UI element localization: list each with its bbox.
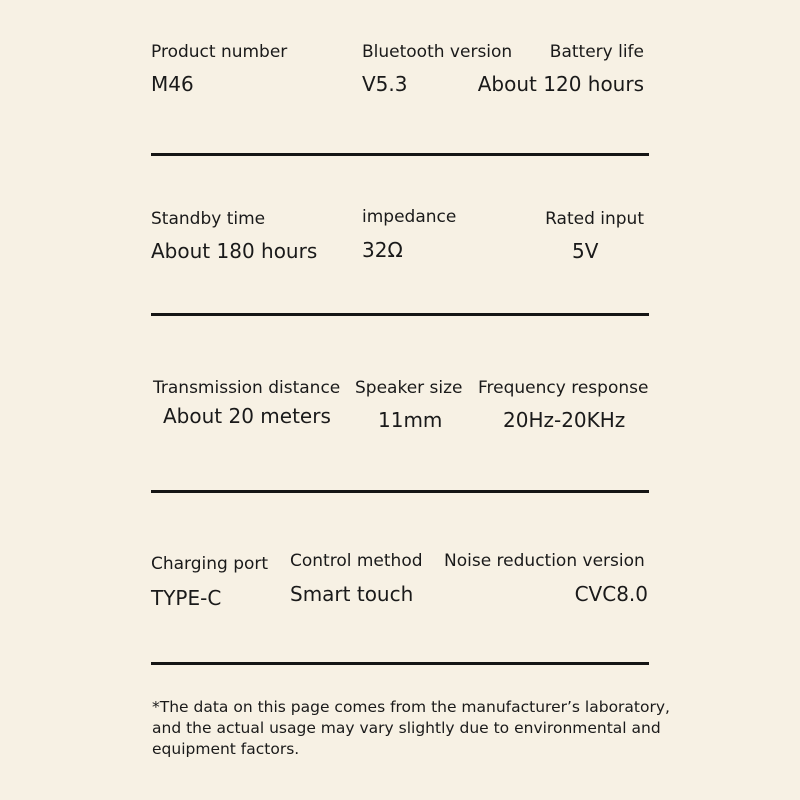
- spec-value-standby-time: About 180 hours: [151, 239, 318, 263]
- spec-label-transmission-distance: Transmission distance: [153, 378, 341, 398]
- spec-value-battery-life: About 120 hours: [477, 72, 644, 96]
- spec-value-transmission-distance: About 20 meters: [163, 404, 331, 428]
- spec-value-rated-input: 5V: [572, 239, 599, 263]
- footnote-disclaimer: *The data on this page comes from the manufacturer’s laboratory, and the actual usage may vary slightly due to environmental and equipment factors.: [152, 698, 670, 758]
- spec-label-control-method: Control method: [290, 551, 423, 571]
- spec-value-noise-reduction-version: CVC8.0: [574, 582, 648, 606]
- spec-label-rated-input: Rated input: [545, 209, 644, 229]
- spec-label-product-number: Product number: [151, 42, 288, 62]
- divider-line: [151, 153, 649, 156]
- spec-label-noise-reduction-version: Noise reduction version: [444, 551, 645, 571]
- spec-value-control-method: Smart touch: [290, 582, 414, 606]
- divider-line: [151, 662, 649, 665]
- spec-value-charging-port: TYPE-C: [151, 586, 222, 610]
- spec-label-standby-time: Standby time: [151, 209, 266, 229]
- spec-value-speaker-size: 11mm: [378, 408, 443, 432]
- spec-value-frequency-response: 20Hz-20KHz: [503, 408, 626, 432]
- spec-label-battery-life: Battery life: [549, 42, 644, 62]
- spec-label-charging-port: Charging port: [151, 554, 269, 574]
- spec-label-bluetooth-version: Bluetooth version: [362, 42, 513, 62]
- spec-label-impedance: impedance: [362, 207, 457, 227]
- spec-value-product-number: M46: [151, 72, 194, 96]
- spec-value-bluetooth-version: V5.3: [362, 72, 408, 96]
- spec-label-speaker-size: Speaker size: [355, 378, 463, 398]
- spec-value-impedance: 32Ω: [362, 238, 403, 262]
- divider-line: [151, 313, 649, 316]
- spec-label-frequency-response: Frequency response: [478, 378, 649, 398]
- divider-line: [151, 490, 649, 493]
